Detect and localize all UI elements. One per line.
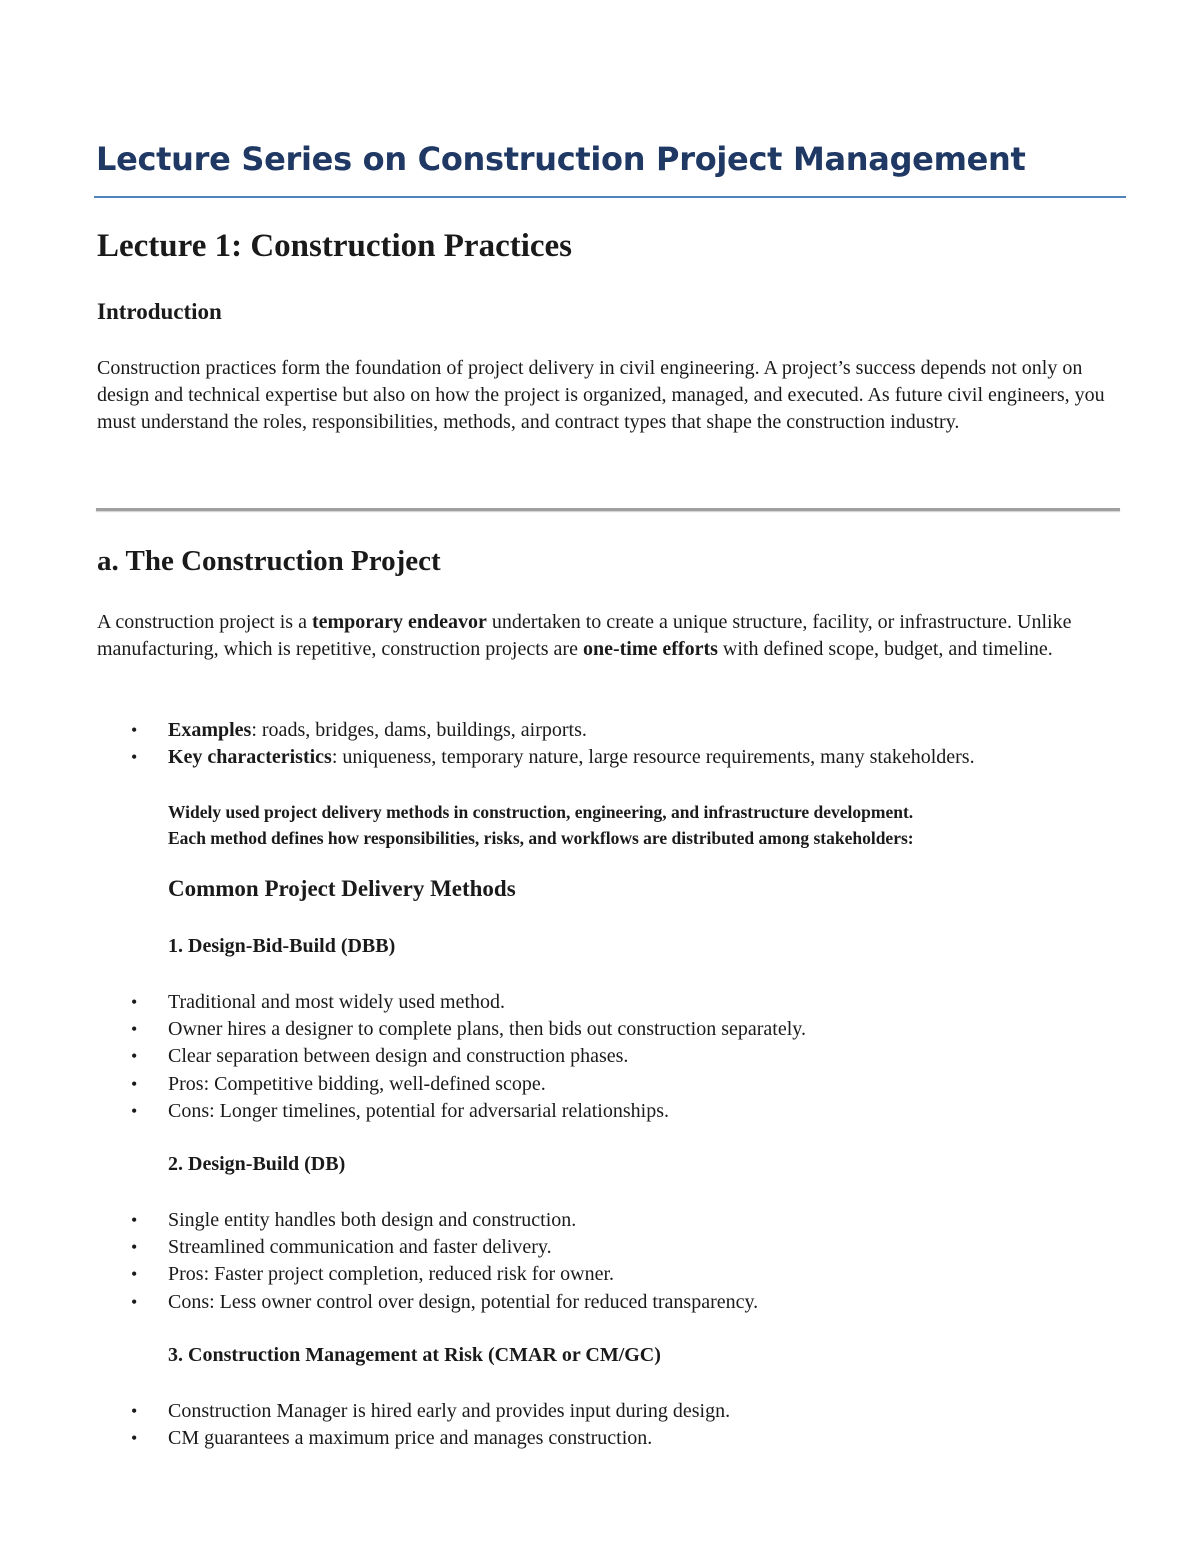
method-3-title: 3. Construction Management at Risk (CMAR or CM/GC) (168, 1344, 661, 1366)
bullet-icon: • (131, 1073, 138, 1094)
note-line-2: Each method defines how responsibilities, risks, and workflows are distributed among stakeholders: (168, 828, 914, 848)
section-a-paragraph (97, 609, 1117, 663)
list-item-text: : uniqueness, temporary nature, large resource requirements, many stakeholders. (331, 746, 975, 769)
list-item (0, 1261, 1160, 1288)
list-item-text: Clear separation between design and construction phases. (168, 1045, 629, 1068)
characteristics-list (0, 717, 1160, 771)
list-item (0, 1016, 1160, 1043)
para-bold-1: temporary endeavor (311, 611, 487, 633)
methods-heading: Common Project Delivery Methods (168, 876, 516, 901)
list-item-label: Examples (168, 719, 252, 741)
bullet-icon: • (131, 1401, 138, 1421)
list-item (0, 744, 1160, 771)
bullet-icon: • (131, 1019, 138, 1040)
list-item-text: Construction Manager is hired early and provides input during design. (168, 1400, 731, 1422)
note-line-1: Widely used project delivery methods in construction, engineering, and infrastructure development. (168, 802, 914, 822)
list-item (0, 1289, 1160, 1316)
list-item-text: CM guarantees a maximum price and manages construction. (168, 1427, 653, 1450)
bullet-icon: • (131, 1291, 138, 1312)
bullet-icon: • (131, 1264, 138, 1285)
bullet-icon: • (131, 1046, 138, 1067)
bullet-icon: • (131, 1237, 138, 1258)
list-item (0, 717, 1160, 744)
list-item-text: Single entity handles both design and construction. (168, 1209, 577, 1231)
series-title: Lecture Series on Construction Project Management (96, 140, 1026, 178)
intro-paragraph: Construction practices form the foundation of project delivery in civil engineering. A project’s success depends not only on design and technical expertise but also on how the project is organized, managed, and executed. As future civil engineers, you must understand the roles, responsibilities, methods, and contract types that shape the construction industry. (97, 357, 1105, 434)
lecture-title: Lecture 1: Construction Practices (97, 228, 573, 264)
list-item (0, 1043, 1160, 1070)
method-1-list (0, 989, 1160, 1125)
list-item-label: Key characteristics (168, 746, 332, 769)
horizontal-divider (96, 508, 1120, 511)
list-item-text: Pros: Faster project completion, reduced risk for owner. (168, 1263, 614, 1286)
title-underline (94, 196, 1126, 198)
method-3-list (0, 1398, 1160, 1452)
bullet-icon: • (131, 992, 138, 1012)
method-2-list (0, 1207, 1160, 1316)
bullet-icon: • (131, 1100, 138, 1121)
list-item (0, 1425, 1160, 1452)
method-1-title: 1. Design-Bid-Build (DBB) (168, 935, 396, 957)
para-text-1: A construction project is a (97, 611, 312, 633)
list-item-text: : roads, bridges, dams, buildings, airports. (251, 719, 587, 741)
list-item-text: Cons: Less owner control over design, potential for reduced transparency. (168, 1290, 759, 1313)
method-2-title: 2. Design-Build (DB) (168, 1153, 346, 1175)
list-item (0, 1398, 1160, 1425)
para-bold-2: one-time efforts (582, 638, 718, 661)
intro-heading: Introduction (97, 299, 222, 324)
bullet-icon: • (131, 1428, 138, 1449)
list-item-text: Owner hires a designer to complete plans, then bids out construction separately. (168, 1018, 806, 1041)
list-item (0, 1234, 1160, 1261)
list-item (0, 989, 1160, 1016)
section-a-heading: a. The Construction Project (97, 545, 441, 577)
delivery-methods-note (168, 799, 1148, 851)
para-text-3: with defined scope, budget, and timeline. (717, 638, 1053, 661)
bullet-icon: • (131, 1210, 138, 1230)
list-item-text: Traditional and most widely used method. (168, 991, 506, 1013)
list-item-text: Streamlined communication and faster delivery. (168, 1236, 552, 1259)
list-item (0, 1098, 1160, 1125)
bullet-icon: • (131, 747, 138, 768)
list-item-text: Cons: Longer timelines, potential for adversarial relationships. (168, 1099, 669, 1122)
para-text-2: undertaken to create a unique structure, facility, or infrastructure. Unlike manufacturing, which is repetitive, construction projects are (97, 611, 1072, 661)
list-item (0, 1071, 1160, 1098)
list-item-text: Pros: Competitive bidding, well-defined scope. (168, 1072, 546, 1095)
bullet-icon: • (131, 720, 138, 740)
list-item (0, 1207, 1160, 1234)
